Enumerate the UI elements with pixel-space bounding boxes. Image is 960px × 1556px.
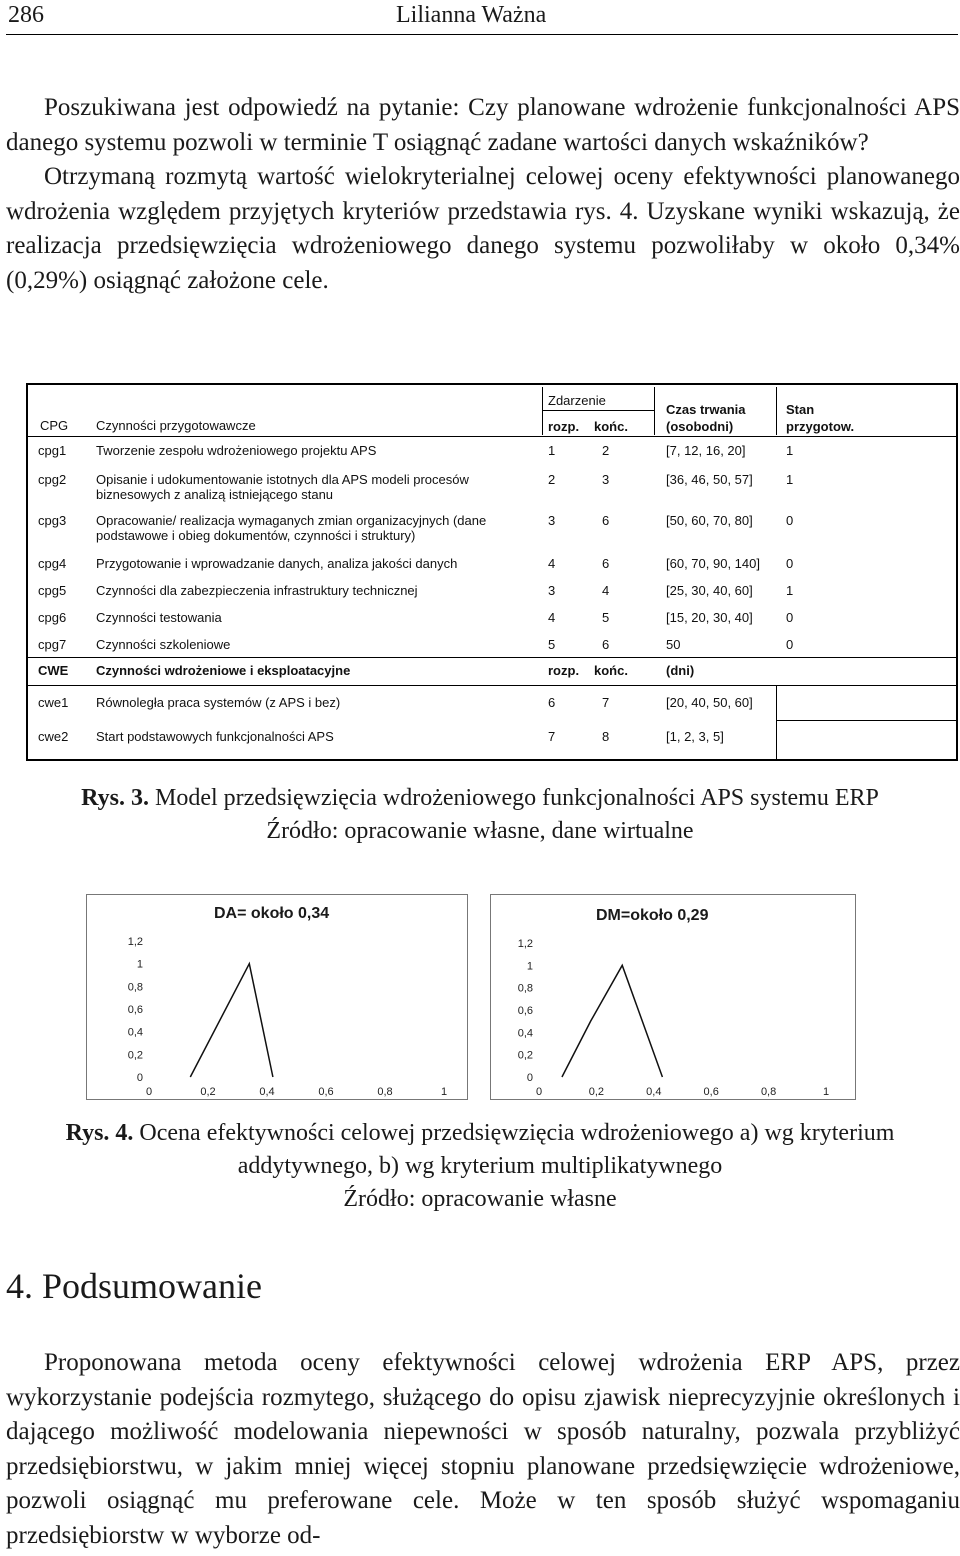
row-state: 0 — [786, 513, 794, 528]
header-cpg: CPG — [40, 418, 69, 433]
row-state: 0 — [786, 610, 794, 625]
row-state: 1 — [786, 443, 794, 458]
row-id: cpg2 — [38, 472, 67, 487]
row-desc: Przygotowanie i wprowadzanie danych, analiza jakości danych — [96, 556, 458, 571]
figure-4-caption — [0, 1117, 960, 1216]
header-start: rozp. — [548, 419, 580, 434]
row-desc: Równoległa praca systemów (z APS i bez) — [96, 695, 341, 710]
x-tick-label: 0,8 — [377, 1086, 393, 1098]
event-divider — [542, 410, 654, 411]
header-end: końc. — [594, 419, 628, 434]
x-tick-label: 0 — [535, 1086, 543, 1098]
header-activities: Czynności przygotowawcze — [96, 418, 256, 433]
y-tick-label: 0 — [136, 1072, 143, 1084]
row-start: 1 — [548, 443, 556, 458]
row-end: 2 — [602, 443, 610, 458]
figure-4-label: Rys. 4. — [65, 1120, 134, 1146]
y-tick-label: 1 — [136, 958, 143, 971]
y-tick-label: 0,4 — [127, 1026, 143, 1039]
y-tick-label: 0,6 — [127, 1004, 143, 1016]
header-rule — [28, 436, 956, 437]
row-desc: Opisanie i udokumentowanie istotnych dla APS modeli procesów biznesowych z analizą istniejącego stanu — [96, 472, 469, 502]
figure-3-caption — [0, 782, 960, 848]
row-id: cpg5 — [38, 583, 67, 598]
y-tick-label: 0,4 — [517, 1027, 533, 1040]
figure-3-label: Rys. 3. — [81, 785, 149, 811]
y-tick-label: 0,8 — [127, 981, 143, 994]
row-desc: Opracowanie/ realizacja wymaganych zmian organizacyjnych (dane podstawowe i obieg dokumentów, czynności i struktury) — [96, 513, 487, 543]
running-head-author: Lilianna Ważna — [396, 2, 547, 28]
row-duration: [7, 12, 16, 20] — [666, 443, 746, 458]
paragraph-results: Otrzymaną rozmytą wartość wielokryterialnej celowej oceny efektywności planowanego wdrożenia względem przyjętych kryteriów przedstawia rys. 4. Uzyskane wyniki wskazują, że realizacja przedsięwzięcia wdrożeniowego danego systemu pozwoliłaby w około 0,34% (0,29%) osiągnąć założone cele. — [6, 163, 960, 294]
intro-text — [6, 91, 960, 299]
y-tick-label: 0,2 — [517, 1049, 533, 1062]
figure-4-source: Źródło: opracowanie własne — [343, 1186, 617, 1212]
cwe-header-id: CWE — [38, 663, 69, 678]
row-id: cwe1 — [38, 695, 69, 710]
x-tick-label: 0,8 — [760, 1086, 777, 1098]
row-end: 3 — [602, 472, 610, 487]
row-id: cpg1 — [38, 443, 67, 458]
row-start: 2 — [548, 472, 556, 487]
x-tick-label: 1 — [440, 1086, 448, 1098]
x-tick-label: 0,4 — [259, 1086, 275, 1098]
figure-4-title-line2: addytywnego, b) wg kryterium multiplikatywnego — [237, 1153, 723, 1179]
x-tick-label: 1 — [822, 1086, 830, 1098]
row-id: cwe2 — [38, 729, 69, 744]
header-duration-unit: (osobodni) — [666, 419, 734, 434]
row-id: cpg3 — [38, 513, 67, 528]
cwe-side-border — [776, 685, 777, 759]
x-tick-label: 0,4 — [646, 1086, 662, 1098]
header-state-2: przygotow. — [786, 419, 855, 434]
y-tick-label: 0,2 — [127, 1049, 143, 1062]
y-tick-label: 1,2 — [127, 936, 143, 948]
cwe-header-desc: Czynności wdrożeniowe i eksploatacyjne — [96, 663, 351, 678]
row-end: 6 — [602, 556, 610, 571]
cwe-header-start: rozp. — [548, 663, 580, 678]
figure-4-title: Ocena efektywności celowej przedsięwzięcia wdrożeniowego a) wg kryterium — [133, 1120, 895, 1146]
chart-title: DM=około 0,29 — [596, 907, 709, 924]
row-start: 5 — [548, 637, 556, 652]
page-header — [6, 0, 958, 35]
row-desc: Czynności szkoleniowe — [96, 637, 231, 652]
figure-3-title: Model przedsięwzięcia wdrożeniowego funkcjonalności APS systemu ERP — [148, 785, 879, 811]
implementation-model-table — [26, 383, 958, 761]
row-id: cpg6 — [38, 610, 67, 625]
row-duration: 50 — [666, 637, 681, 652]
header-event: Zdarzenie — [548, 393, 606, 408]
chart-additive — [86, 894, 468, 1100]
row-duration: [1, 2, 3, 5] — [666, 729, 724, 744]
header-duration: Czas trwania — [666, 402, 746, 417]
x-tick-label: 0,2 — [588, 1086, 605, 1098]
cwe-header-rule — [28, 685, 956, 686]
row-start: 4 — [548, 610, 556, 625]
row-desc: Tworzenie zespołu wdrożeniowego projektu APS — [96, 443, 377, 458]
row-end: 5 — [602, 610, 610, 625]
chart-plot — [87, 895, 467, 1099]
row-desc: Czynności dla zabezpieczenia infrastruktury technicznej — [96, 583, 418, 598]
y-tick-label: 1,2 — [517, 938, 533, 950]
cwe-top-rule — [28, 657, 956, 658]
row-start: 6 — [548, 695, 556, 710]
row-start: 3 — [548, 583, 556, 598]
paragraph-summary: Proponowana metoda oceny efektywności celowej wdrożenia ERP APS, przez wykorzystanie podejścia rozmytego, służącego do opisu zjawisk nieprecyzyjnie określonych i dającego możliwość modelowania niepewności w sposób naturalny, pozwala przybliżyć przedsiębiorstwu, w jakim mniej więcej stopniu planowane przedsięwzięcie wdrożeniowe, pozwoli osiągnąć mu preferowane cele. Może w ten sposób służyć wspomaganiu przedsiębiorstw w wyborze od- — [6, 1349, 960, 1549]
row-state: 1 — [786, 583, 794, 598]
cwe-side-rule — [776, 720, 956, 721]
row-id: cpg7 — [38, 637, 67, 652]
row-duration: [50, 60, 70, 80] — [666, 513, 753, 528]
x-tick-label: 0 — [145, 1086, 153, 1098]
figure-3-source: Źródło: opracowanie własne, dane wirtualne — [266, 818, 694, 844]
row-state: 0 — [786, 637, 794, 652]
membership-function-line — [562, 965, 662, 1077]
row-start: 7 — [548, 729, 556, 744]
chart-plot — [491, 895, 855, 1099]
y-tick-label: 1 — [526, 960, 533, 973]
y-tick-label: 0,8 — [517, 982, 533, 995]
row-end: 8 — [602, 729, 610, 744]
x-tick-label: 0,6 — [703, 1086, 719, 1098]
row-desc: Czynności testowania — [96, 610, 222, 625]
x-tick-label: 0,2 — [200, 1086, 216, 1098]
row-desc: Start podstawowych funkcjonalności APS — [96, 729, 334, 744]
event-right-border — [654, 387, 655, 435]
row-id: cpg4 — [38, 556, 67, 571]
row-end: 7 — [602, 695, 610, 710]
membership-function-line — [190, 964, 273, 1077]
row-end: 6 — [602, 513, 610, 528]
header-state: Stan — [786, 402, 815, 417]
chart-title: DA= około 0,34 — [214, 905, 330, 922]
summary-text — [6, 1346, 960, 1554]
row-duration: [25, 30, 40, 60] — [666, 583, 753, 598]
y-tick-label: 0,6 — [517, 1005, 533, 1017]
row-start: 3 — [548, 513, 556, 528]
row-state: 0 — [786, 556, 794, 571]
row-duration: [60, 70, 90, 140] — [666, 556, 760, 571]
event-left-border — [542, 387, 543, 435]
y-tick-label: 0 — [526, 1072, 533, 1084]
cwe-header-duration: (dni) — [666, 663, 695, 678]
cwe-header-end: końc. — [594, 663, 628, 678]
page-number: 286 — [8, 2, 44, 28]
x-tick-label: 0,6 — [318, 1086, 334, 1098]
row-duration: [36, 46, 50, 57] — [666, 472, 753, 487]
paragraph-question: Poszukiwana jest odpowiedź na pytanie: Czy planowane wdrożenie funkcjonalności APS danego systemu pozwoli w terminie T osiągnąć zadane wartości danych wskaźników? — [6, 94, 960, 156]
row-duration: [20, 40, 50, 60] — [666, 695, 753, 710]
chart-multiplicative — [490, 894, 856, 1100]
row-duration: [15, 20, 30, 40] — [666, 610, 753, 625]
duration-right-border — [776, 387, 777, 435]
row-end: 6 — [602, 637, 610, 652]
section-heading: 4. Podsumowanie — [6, 1266, 262, 1306]
row-end: 4 — [602, 583, 610, 598]
row-start: 4 — [548, 556, 556, 571]
row-state: 1 — [786, 472, 794, 487]
